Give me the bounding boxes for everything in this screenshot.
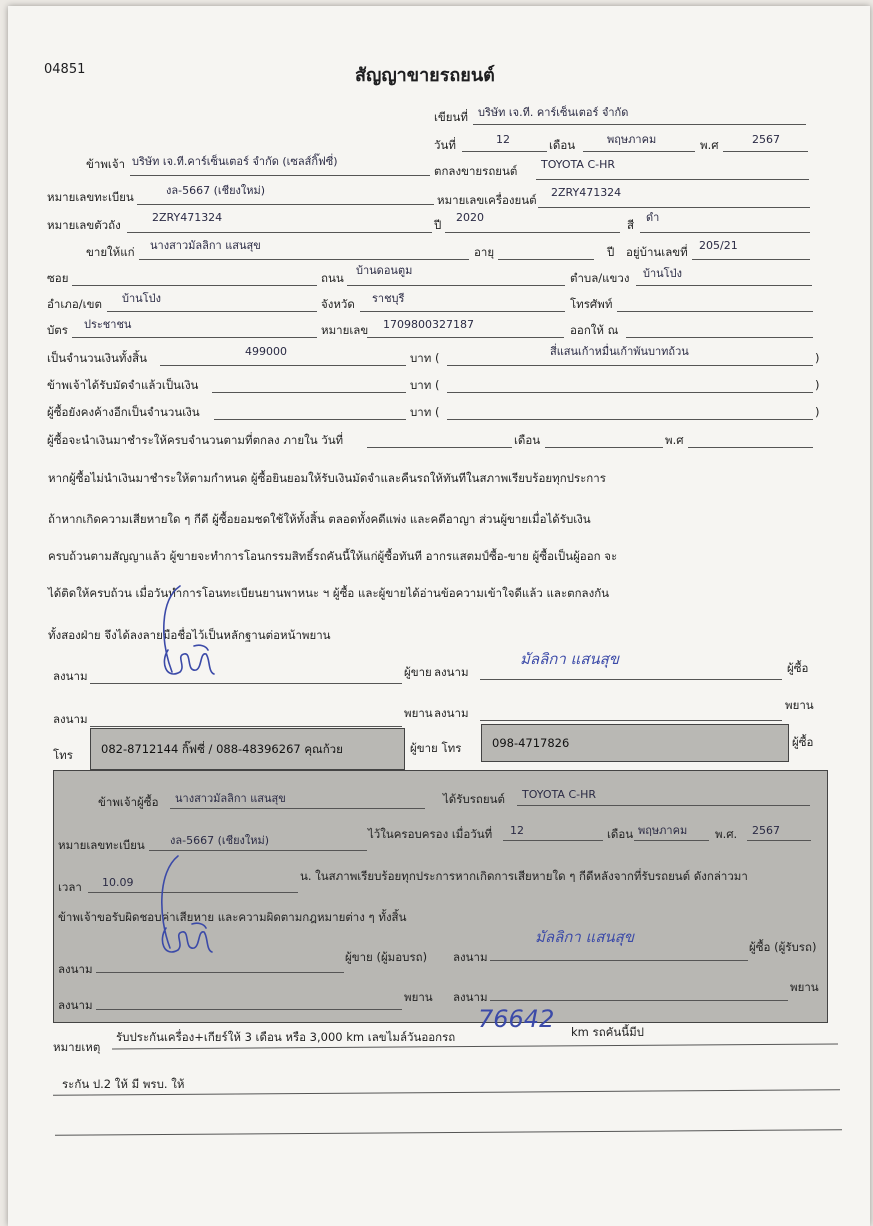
seller-name: บริษัท เจ.ที.คาร์เซ็นเตอร์ จำกัด (เซลส์กิ๊ฟซี่)	[132, 155, 338, 168]
date-year: 2567	[752, 133, 780, 146]
terms-line-2: ถ้าหากเกิดความเสียหายใด ๆ กีดี ผู้ซื้อยอมชดใช้ให้ทั้งสิ้น ตลอดทั้งคดีแพ่ง และคดีอาญา ส่วนผู้ขายเมื่อได้รับเงิน	[48, 512, 591, 526]
reg-value: งล-5667 (เชียงใหม่)	[166, 184, 266, 197]
notes-line-2: ระกัน ป.2 ให้ มี พรบ. ให้	[62, 1077, 185, 1091]
due-month-label: เดือน	[514, 433, 541, 447]
seller-label: ข้าพเจ้า	[86, 157, 126, 171]
seller-phone-label: ผู้ขาย โทร	[410, 741, 462, 755]
baht-label-2: บาท (	[410, 378, 440, 392]
phone-label-main: โทร	[53, 748, 73, 762]
receipt-buyer-name: นางสาวมัลลิกา แสนสุข	[175, 792, 286, 805]
receipt-sign-label-4: ลงนาม	[453, 990, 488, 1004]
chassis-label: หมายเลขตัวถัง	[47, 218, 121, 232]
document-title: สัญญาขายรถยนต์	[355, 65, 495, 86]
receipt-deliverer-label: ผู้ขาย (ผู้มอบรถ)	[345, 950, 428, 964]
receipt-seller-signature	[150, 852, 230, 962]
sign-label-1: ลงนาม	[53, 669, 88, 683]
province-value: ราชบุรี	[372, 292, 405, 305]
receipt-reg-label: หมายเลขทะเบียน	[58, 838, 145, 852]
date-day: 12	[496, 133, 510, 146]
total-label: เป็นจำนวนเงินทั้งสิ้น	[47, 351, 147, 365]
receipt-time-label: เวลา	[58, 880, 82, 894]
sign-label-3: ลงนาม	[53, 712, 88, 726]
road-value: บ้านดอนตูม	[356, 264, 413, 277]
card-no-label: หมายเลข	[321, 323, 369, 337]
sell-to-label: ขายให้แก่	[86, 245, 135, 259]
receipt-witness-label-1: พยาน	[404, 990, 433, 1004]
buyer-phone-box	[481, 724, 789, 762]
date-label: วันที่	[434, 138, 456, 152]
seller-phone-value: 082-8712144 กิ๊ฟซี่ / 088-48396267 คุณก้วย	[101, 742, 343, 756]
year-model-value: 2020	[456, 211, 484, 224]
receipt-sign-label-3: ลงนาม	[58, 998, 93, 1012]
phone-label: โทรศัพท์	[570, 297, 613, 311]
receipt-responsibility: ข้าพเจ้าขอรับผิดชอบค่าเสียหาย และความผิดตามกฎหมายต่าง ๆ ทั้งสิ้น	[58, 910, 407, 924]
baht-label-3: บาท (	[410, 405, 440, 419]
written-at-value: บริษัท เจ.ที. คาร์เซ็นเตอร์ จำกัด	[478, 106, 629, 119]
notes-mileage: 76642	[478, 1005, 555, 1033]
engine-value: 2ZRY471324	[551, 186, 622, 199]
province-label: จังหวัด	[321, 297, 355, 311]
subdistrict-label: ตำบล/แขวง	[570, 271, 630, 285]
receipt-reg-value: งล-5667 (เชียงใหม่)	[170, 834, 270, 847]
receipt-witness-label-2: พยาน	[790, 980, 819, 994]
total-amount-text: สี่แสนเก้าหมื่นเก้าพันบาทถ้วน	[550, 345, 689, 358]
baht-label-1: บาท (	[410, 351, 440, 365]
close-paren-2: )	[815, 378, 820, 392]
agree-sell-label: ตกลงขายรถยนต์	[434, 164, 518, 178]
color-label: สี	[627, 218, 635, 232]
buyer-phone-label: ผู้ซื้อ	[792, 735, 814, 749]
close-paren-1: )	[815, 351, 820, 365]
house-no: 205/21	[699, 239, 738, 252]
receipt-sign-label-2: ลงนาม	[453, 950, 488, 964]
seller-sign-label: ผู้ขาย	[404, 665, 432, 679]
sign-label-2: ลงนาม	[434, 665, 469, 679]
receipt-year: 2567	[752, 824, 780, 837]
receipt-year-label: พ.ศ.	[715, 827, 738, 841]
receipt-receiver-label: ผู้ซื้อ (ผู้รับรถ)	[749, 940, 817, 954]
buyer-signature-text: มัลลิกา แสนสุข	[520, 650, 620, 668]
terms-line-5: ทั้งสองฝ่าย จึงได้ลงลายมือชื่อไว้เป็นหลักฐานต่อหน้าพยาน	[48, 628, 331, 642]
close-paren-3: )	[815, 405, 820, 419]
notes-warranty: รับประกันเครื่อง+เกียร์ให้ 3 เดือน หรือ 3,000 km เลขไมล์วันออกรถ	[116, 1030, 456, 1044]
district-value: บ้านโป่ง	[122, 292, 161, 305]
issued-label: ออกให้ ณ	[570, 323, 619, 337]
age-unit: ปี	[607, 245, 615, 259]
reg-label: หมายเลขทะเบียน	[47, 190, 134, 204]
month-label: เดือน	[549, 138, 576, 152]
year-label: พ.ศ	[700, 138, 719, 152]
due-date-label: ผู้ซื้อจะนำเงินมาชำระให้ครบจำนวนตามที่ตกลง ภายใน วันที่	[47, 433, 344, 447]
notes-km: km รถคันนี้มีป	[571, 1025, 644, 1039]
soi-label: ซอย	[47, 271, 69, 285]
road-label: ถนน	[321, 271, 344, 285]
total-amount: 499000	[245, 345, 287, 358]
deposit-label: ข้าพเจ้าได้รับมัดจำแล้วเป็นเงิน	[47, 378, 199, 392]
age-label: อายุ	[474, 245, 495, 259]
written-at-label: เขียนที่	[434, 110, 468, 124]
receipt-time-suffix: น. ในสภาพเรียบร้อยทุกประการหากเกิดการเสียหายใด ๆ กีดีหลังจากที่รับรถยนต์ ดังกล่าวมา	[300, 869, 748, 883]
notes-label: หมายเหตุ	[53, 1040, 101, 1054]
engine-label: หมายเลขเครื่องยนต์	[437, 193, 537, 207]
card-type: ประชาชน	[84, 318, 132, 331]
receipt-buyer-signature-text: มัลลิกา แสนสุข	[535, 928, 635, 946]
seller-phone-box	[90, 728, 405, 770]
terms-line-4: ได้ติดให้ครบถ้วน เมื่อวันทำการโอนทะเบียนยานพาหนะ ฯ ผู้ซื้อ และผู้ขายได้อ่านข้อความเข้าใจดีแล้ว และตกลงกัน	[48, 586, 610, 600]
buyer-name: นางสาวมัลลิกา แสนสุข	[150, 239, 261, 252]
receipt-time: 10.09	[102, 876, 134, 889]
terms-line-1: หากผู้ซื้อไม่นำเงินมาชำระให้ตามกำหนด ผู้ซื้อยินยอมให้รับเงินมัดจำและคืนรถให้ทันทีในสภาพเรียบร้อยทุกประการ	[48, 471, 606, 485]
receipt-month: พฤษภาคม	[638, 824, 688, 837]
witness-label-2: พยาน	[785, 698, 814, 712]
subdistrict-value: บ้านโป่ง	[643, 267, 682, 280]
district-label: อำเภอ/เขต	[47, 297, 102, 311]
card-label: บัตร	[47, 323, 68, 337]
document-number: 04851	[44, 62, 86, 77]
house-label: อยู่บ้านเลขที่	[626, 245, 688, 259]
remaining-label: ผู้ซื้อยังคงค้างอีกเป็นจำนวนเงิน	[47, 405, 200, 419]
year-model-label: ปี	[434, 218, 442, 232]
buyer-phone-value: 098-4717826	[492, 736, 570, 750]
receipt-month-label: เดือน	[607, 827, 634, 841]
witness-label-1: พยาน	[404, 706, 433, 720]
receipt-buyer-label: ข้าพเจ้าผู้ซื้อ	[98, 795, 159, 809]
card-no-value: 1709800327187	[383, 318, 474, 331]
color-value: ดำ	[646, 211, 660, 224]
due-year-label: พ.ศ	[665, 433, 684, 447]
chassis-value: 2ZRY471324	[152, 211, 223, 224]
date-month: พฤษภาคม	[607, 133, 657, 146]
terms-line-3: ครบถ้วนตามสัญญาแล้ว ผู้ขายจะทำการโอนกรรมสิทธิ์รถคันนี้ให้แก่ผู้ซื้อทันที อากรแสตมป์ซื้อ-ขาย ผู้ซื้อเป็นผู้ออก จะ	[48, 549, 618, 563]
receipt-sign-label-1: ลงนาม	[58, 962, 93, 976]
buyer-sign-label: ผู้ซื้อ	[787, 661, 809, 675]
receipt-day: 12	[510, 824, 524, 837]
receipt-received-label: ได้รับรถยนต์	[443, 792, 505, 806]
car-model: TOYOTA C-HR	[541, 158, 616, 171]
seller-signature	[150, 580, 230, 685]
receipt-possession-label: ไว้ในครอบครอง เมื่อวันที่	[368, 827, 493, 841]
sign-label-4: ลงนาม	[434, 706, 469, 720]
receipt-car-model: TOYOTA C-HR	[522, 788, 597, 801]
